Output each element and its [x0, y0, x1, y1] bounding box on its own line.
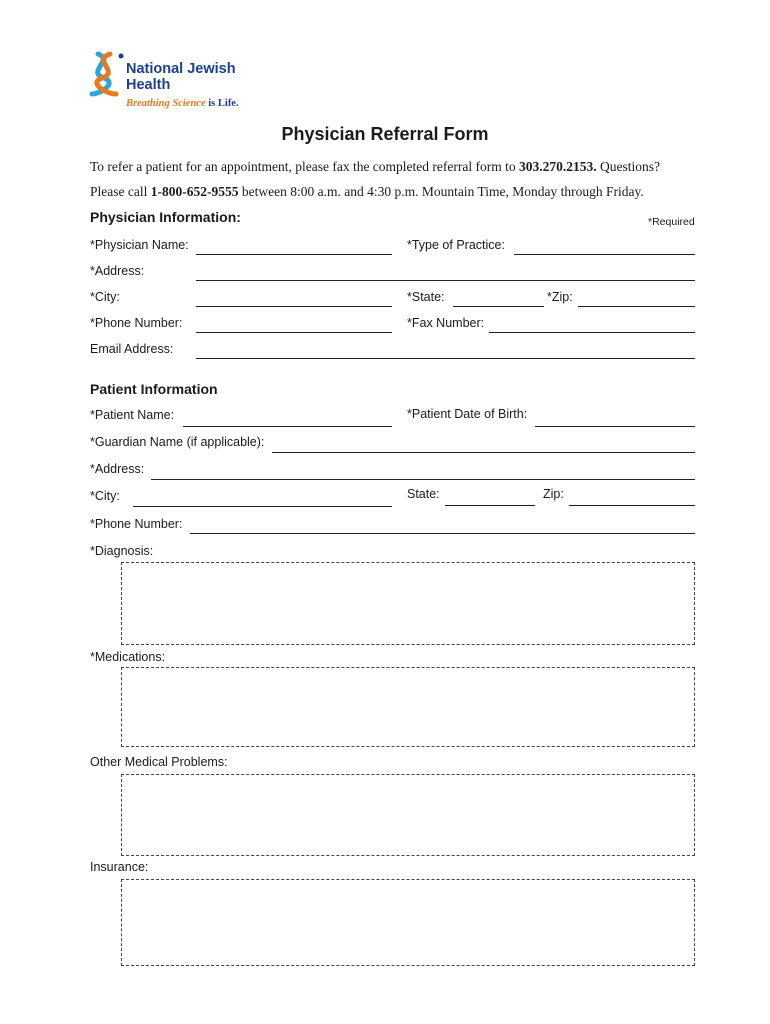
physician-address-field[interactable] [196, 280, 695, 281]
intro-paragraph [90, 154, 710, 204]
physician-zip-field[interactable] [578, 306, 695, 307]
fax-number: 303.270.2153. [519, 159, 597, 174]
physician-name-label: *Physician Name: [90, 238, 189, 252]
physician-state-field[interactable] [453, 306, 544, 307]
diagnosis-label: *Diagnosis: [90, 544, 154, 558]
patient-name-label: *Patient Name: [90, 408, 175, 422]
form-title: Physician Referral Form [281, 124, 489, 144]
logo-helix-icon [84, 50, 126, 98]
other-medical-problems-textarea[interactable] [121, 774, 695, 856]
type-of-practice-field[interactable] [514, 254, 695, 255]
logo-line-2: Health [126, 77, 171, 93]
guardian-name-label: *Guardian Name (if applicable): [90, 435, 265, 449]
intro-text-2: Please call [90, 184, 151, 199]
intro-line-2 [90, 179, 710, 204]
required-note: *Required [648, 216, 695, 228]
patient-zip-label: Zip: [543, 487, 564, 501]
insurance-textarea[interactable] [121, 879, 695, 966]
patient-city-label: *City: [90, 489, 120, 503]
physician-fax-label: *Fax Number: [407, 316, 485, 330]
physician-phone-field[interactable] [196, 332, 392, 333]
patient-state-field[interactable] [445, 505, 535, 506]
patient-phone-label: *Phone Number: [90, 517, 183, 531]
phone-number: 1-800-652-9555 [150, 184, 239, 199]
physician-city-label: *City: [90, 290, 120, 304]
physician-fax-field[interactable] [489, 332, 695, 333]
patient-address-label: *Address: [90, 462, 145, 476]
physician-phone-label: *Phone Number: [90, 316, 183, 330]
type-of-practice-label: *Type of Practice: [407, 238, 505, 252]
physician-city-field[interactable] [196, 306, 392, 307]
patient-dob-label: *Patient Date of Birth: [407, 407, 528, 421]
patient-state-label: State: [407, 487, 440, 501]
physician-state-label: *State: [407, 290, 445, 304]
other-medical-problems-label: Other Medical Problems: [90, 755, 228, 769]
physician-email-field[interactable] [196, 358, 695, 359]
logo-tagline-a: Breathing Science [126, 98, 206, 109]
physician-zip-label: *Zip: [547, 290, 573, 304]
logo-wordmark [126, 61, 236, 93]
physician-email-label: Email Address: [90, 342, 174, 356]
logo-tagline-b: is Life. [208, 98, 239, 109]
patient-section-heading: Patient Information [90, 381, 218, 397]
guardian-name-field[interactable] [272, 452, 695, 453]
patient-dob-field[interactable] [535, 426, 695, 427]
logo-line-1: National Jewish [126, 61, 236, 77]
patient-address-field[interactable] [151, 479, 695, 480]
physician-address-label: *Address: [90, 264, 145, 278]
intro-line-1 [90, 154, 710, 179]
physician-name-field[interactable] [196, 254, 392, 255]
logo-tagline [126, 98, 239, 109]
patient-zip-field[interactable] [569, 505, 695, 506]
medications-textarea[interactable] [121, 667, 695, 747]
intro-tail-1: Questions? [596, 159, 660, 174]
insurance-label: Insurance: [90, 860, 149, 874]
patient-city-field[interactable] [133, 506, 392, 507]
intro-text-1: To refer a patient for an appointment, please fax the completed referral form to [90, 159, 519, 174]
diagnosis-textarea[interactable] [121, 562, 695, 645]
patient-name-field[interactable] [183, 426, 392, 427]
patient-phone-field[interactable] [190, 533, 695, 534]
intro-tail-2: between 8:00 a.m. and 4:30 p.m. Mountain Time, Monday through Friday. [238, 184, 644, 199]
physician-section-heading: Physician Information: [90, 209, 241, 225]
medications-label: *Medications: [90, 650, 166, 664]
